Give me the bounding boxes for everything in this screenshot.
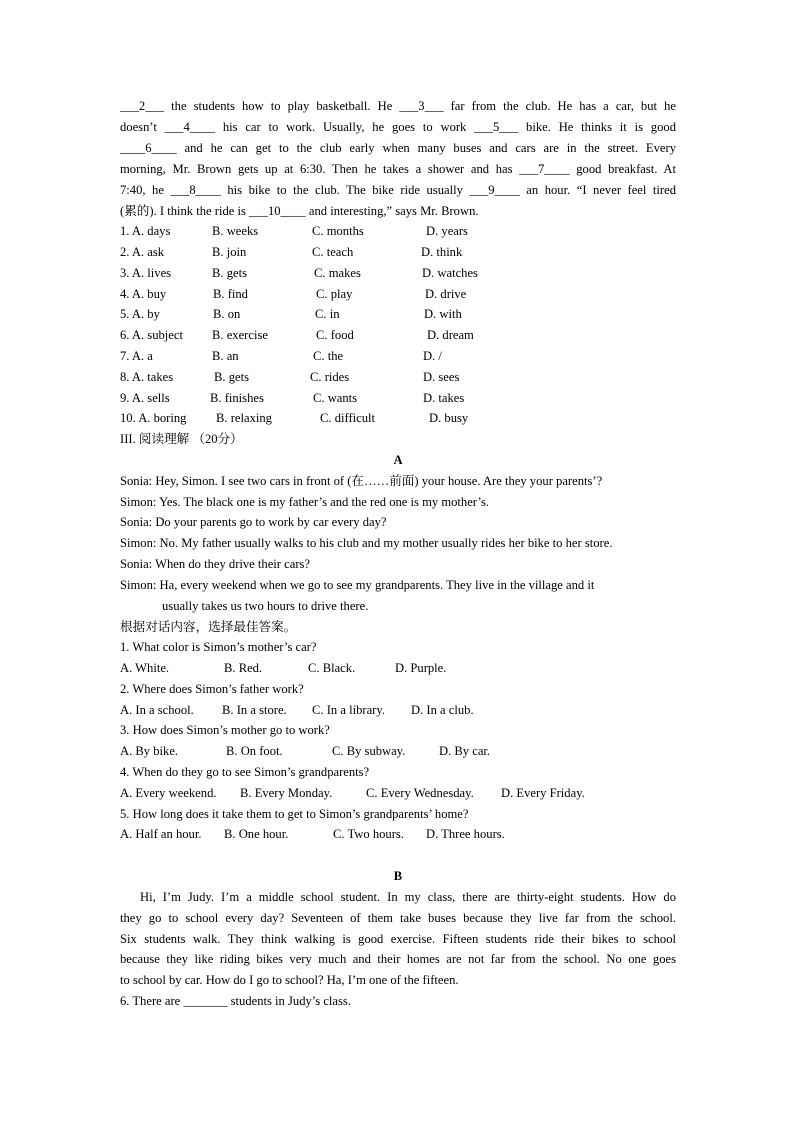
option-c: C. difficult (320, 411, 376, 425)
question-text: 3. How does Simon’s mother go to work? (120, 723, 330, 737)
dialogue-line: Sonia: Hey, Simon. I see two cars in front of (在……前面) your house. Are they your parents’? (120, 474, 603, 488)
option-b: B. find (213, 287, 248, 301)
option-c: C. By subway. (332, 744, 406, 758)
option-c: C. Two hours. (333, 827, 404, 841)
passage-line: they go to school every day? Seventeen of them take buses because they live far from the school. (120, 911, 676, 925)
option-c: C. wants (313, 391, 358, 405)
option-b: B. join (212, 245, 247, 259)
option-b: B. gets (212, 266, 247, 280)
cloze-passage-line: ___2___ the students how to play basketball. He ___3___ far from the club. He has a car, but he (120, 99, 676, 113)
dialogue-line: Simon: Yes. The black one is my father’s and the red one is my mother’s. (120, 495, 490, 509)
option-b: B. gets (214, 370, 249, 384)
option-d: D. / (423, 349, 442, 363)
option-b: B. exercise (212, 328, 268, 342)
option-c: C. play (316, 287, 353, 301)
option-d: D. By car. (439, 744, 491, 758)
option-d: D. Purple. (395, 661, 447, 675)
option-d: D. years (426, 224, 468, 238)
option-c: C. food (316, 328, 354, 342)
question-text: 4. When do they go to see Simon’s grandparents? (120, 765, 370, 779)
option-c: C. months (312, 224, 364, 238)
option-c: C. in (315, 307, 340, 321)
option-a: 5. A. by (120, 307, 160, 321)
option-c: C. the (313, 349, 344, 363)
option-b: B. Every Monday. (240, 786, 333, 800)
option-a: 4. A. buy (120, 287, 167, 301)
option-d: D. Every Friday. (501, 786, 585, 800)
option-b: B. relaxing (216, 411, 272, 425)
passage-line: Hi, I’m Judy. I’m a middle school student. In my class, there are thirty-eight students. How do (140, 890, 676, 904)
option-b: B. On foot. (226, 744, 283, 758)
option-a: 8. A. takes (120, 370, 174, 384)
option-a: 1. A. days (120, 224, 171, 238)
instruction-text: 根据对话内容，选择最佳答案。 (120, 620, 297, 634)
option-d: D. Three hours. (426, 827, 505, 841)
option-b: B. on (213, 307, 241, 321)
dialogue-line: usually takes us two hours to drive there. (162, 599, 369, 613)
option-c: C. rides (310, 370, 350, 384)
passage-line: Six students walk. They think walking is good exercise. Fifteen students ride their bikes to school (120, 932, 676, 946)
cloze-passage-line: ____6____ and he can get to the club early when many buses and cars are in the street. Every (120, 141, 676, 155)
option-d: D. think (421, 245, 463, 259)
cloze-passage-line: doesn’t ___4____ his car to work. Usually, he goes to work ___5___ bike. He thinks it is good (120, 120, 676, 134)
option-a: A. Every weekend. (120, 786, 217, 800)
option-a: A. By bike. (120, 744, 179, 758)
passage-line: because they like riding bikes very much and their homes are not far from the school. No one goes (120, 952, 676, 966)
option-d: D. with (424, 307, 462, 321)
dialogue-line: Simon: Ha, every weekend when we go to see my grandparents. They live in the village and it (120, 578, 595, 592)
option-c: C. Every Wednesday. (366, 786, 474, 800)
cloze-passage-line: 7:40, he ___8____ his bike to the club. The bike ride usually ___9____ an hour. “I never feel tired (120, 183, 676, 197)
option-b: B. In a store. (222, 703, 287, 717)
option-b: B. weeks (212, 224, 259, 238)
dialogue-line: Sonia: When do they drive their cars? (120, 557, 311, 571)
option-c: C. In a library. (312, 703, 385, 717)
cloze-passage-line: morning, Mr. Brown gets up at 6:30. Then he takes a shower and has ___7____ good breakfast. At (120, 162, 676, 176)
option-a: 6. A. subject (120, 328, 183, 342)
cloze-passage-line: (累的). I think the ride is ___10____ and interesting,” says Mr. Brown. (120, 204, 479, 218)
option-d: D. drive (425, 287, 467, 301)
option-c: C. Black. (308, 661, 356, 675)
option-b: B. One hour. (224, 827, 289, 841)
option-c: C. makes (314, 266, 361, 280)
option-d: D. busy (429, 411, 469, 425)
section-title-reading: III. 阅读理解 （20分） (120, 432, 243, 446)
question-text: 2. Where does Simon’s father work? (120, 682, 304, 696)
question-text: 1. What color is Simon’s mother’s car? (120, 640, 317, 654)
option-a: 7. A. a (120, 349, 153, 363)
option-a: A. White. (120, 661, 170, 675)
question-text: 6. There are _______ students in Judy’s class. (120, 994, 351, 1008)
part-b-heading: B (393, 869, 403, 883)
option-a: 9. A. sells (120, 391, 170, 405)
option-a: 2. A. ask (120, 245, 165, 259)
part-a-heading: A (393, 453, 403, 467)
option-d: D. takes (423, 391, 465, 405)
option-c: C. teach (312, 245, 354, 259)
dialogue-line: Simon: No. My father usually walks to his club and my mother usually rides her bike to her store. (120, 536, 613, 550)
option-a: A. In a school. (120, 703, 194, 717)
option-a: 10. A. boring (120, 411, 187, 425)
passage-line: to school by car. How do I go to school? Ha, I’m one of the fifteen. (120, 973, 459, 987)
option-d: D. dream (427, 328, 474, 342)
option-b: B. an (212, 349, 239, 363)
option-d: D. In a club. (411, 703, 474, 717)
dialogue-line: Sonia: Do your parents go to work by car every day? (120, 515, 387, 529)
option-d: D. watches (422, 266, 478, 280)
question-text: 5. How long does it take them to get to Simon’s grandparents’ home? (120, 807, 469, 821)
option-a: A. Half an hour. (120, 827, 202, 841)
option-b: B. finishes (210, 391, 264, 405)
option-d: D. sees (423, 370, 460, 384)
option-b: B. Red. (224, 661, 263, 675)
option-a: 3. A. lives (120, 266, 172, 280)
